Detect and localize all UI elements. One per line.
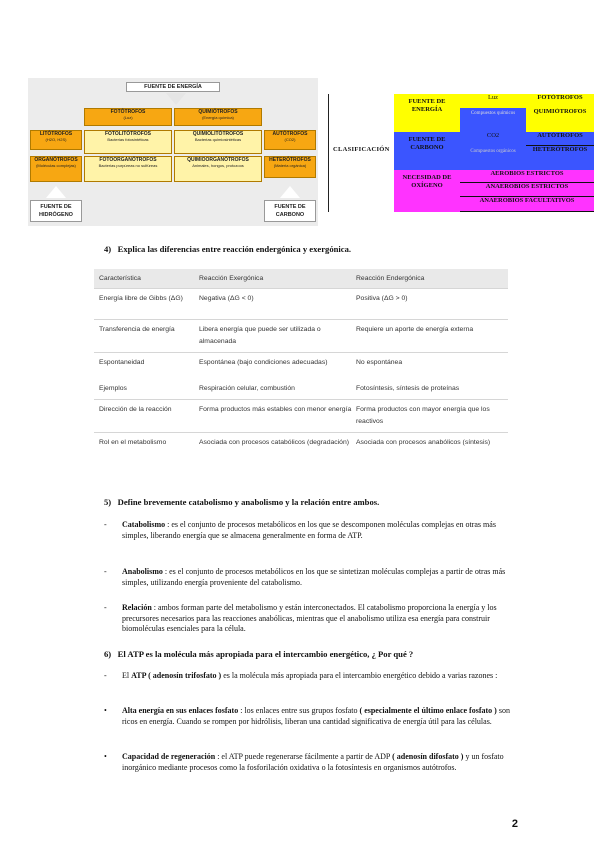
necesidad-oxigeno-cell — [394, 170, 460, 212]
bullet-1-paragraph — [122, 706, 518, 727]
table-cell: Asociada con procesos catabólicos (degradación) — [199, 439, 349, 446]
aerobios-cell — [460, 170, 594, 183]
bullet-dot: • — [104, 706, 107, 715]
autotrofos-box — [264, 130, 316, 150]
bullet-dash: - — [104, 520, 107, 529]
table-cell: No espontánea — [356, 359, 403, 366]
compuestos-quimicos-text: Compuestos químicos — [470, 111, 516, 116]
compuestos-organicos-text: Compuestos orgánicos — [470, 149, 516, 154]
bullet-1-text1: : los enlaces entre sus grupos fosfato — [238, 706, 360, 715]
table-cell: Positiva (ΔG > 0) — [356, 295, 408, 302]
table-cell: Respiración celular, combustión — [199, 385, 295, 392]
metabolic-classification-diagram — [28, 78, 318, 226]
table-row — [94, 320, 508, 353]
catabolismo-paragraph — [122, 520, 514, 541]
fotolitotrofos-box — [84, 130, 172, 154]
fotolitotrofos-sub: Bacterias fotosintéticas — [107, 137, 149, 142]
fuente-carbono-box — [264, 200, 316, 222]
bullet-1-term2: ( especialmente el último enlace fosfato ) — [359, 706, 497, 715]
fuente-carbono-text: FUENTE DE CARBONO — [408, 136, 446, 151]
luz-text: Luz — [487, 94, 499, 101]
litotrofos-sub: (H2O, H2S) — [45, 137, 67, 142]
table-cell: Fotosíntesis, síntesis de proteínas — [356, 385, 460, 392]
quimiotrofos-text: QUIMIÓTROFOS — [533, 108, 587, 115]
fotoorganotrofos-label: FOTOORGANÓTROFOS — [99, 157, 157, 163]
relacion-term: Relación — [122, 603, 152, 612]
compuestos-organicos-cell — [460, 146, 526, 170]
quimiolitotrofos-label: QUIMIOLITÓTROFOS — [192, 131, 244, 137]
table-cell: Forma productos con mayor energía que los reactivos — [356, 406, 490, 425]
atp-intro-paragraph — [122, 671, 514, 682]
co2-cell — [460, 132, 526, 146]
necesidad-oxigeno-text: NECESIDAD DE OXÍGENO — [402, 174, 452, 189]
organotrofos-box — [30, 156, 82, 182]
table-row — [94, 289, 508, 320]
bullet-2-term2: ( adenosín difosfato ) — [392, 752, 464, 761]
table-cell: Transferencia de energía — [99, 326, 175, 333]
table-cell: Asociada con procesos anabólicos (síntesis) — [356, 439, 491, 446]
catabolismo-text: : es el conjunto de procesos metabólicos en los que se descomponen moléculas complejas en otras más simples, liberando energía que se almacena generalmente en forma de ATP. — [122, 520, 496, 540]
co2-text: CO2 — [486, 132, 500, 139]
fototrofos-text: FOTÓTROFOS — [537, 94, 583, 101]
aerobios-text: AEROBIOS ESTRICTOS — [490, 170, 564, 177]
question-5-number: 5) — [104, 497, 112, 507]
quimioorganotrofos-label: QUIMIOORGANÓTROFOS — [187, 157, 249, 163]
fototrofos-cell — [526, 94, 594, 108]
table-cell: Dirección de la reacción — [99, 406, 172, 413]
table-row — [94, 433, 508, 465]
anabolismo-term: Anabolismo — [122, 567, 163, 576]
question-6-text: El ATP es la molécula más apropiada para el intercambio energético, ¿ Por qué ? — [117, 649, 414, 659]
quimiotrofos-label: QUIMIÓTROFOS — [198, 109, 238, 115]
quimiotrofos-box — [174, 108, 262, 126]
down-arrow-icon — [166, 93, 186, 105]
table-row — [94, 400, 508, 433]
quimiolitotrofos-box — [174, 130, 262, 154]
fuente-energia-label: FUENTE DE ENERGÍA — [144, 84, 202, 90]
heterotrofos-sub: (Materia orgánica) — [273, 163, 307, 168]
anaerobios-text: ANAEROBIOS ESTRICTOS — [485, 183, 569, 190]
autotrofos-text: AUTÓTROFOS — [537, 132, 583, 139]
fotoorganotrofos-box — [84, 156, 172, 182]
bullet-dash: - — [104, 567, 107, 576]
fuente-energia-box — [126, 82, 220, 92]
classification-table — [328, 94, 594, 212]
fotoorganotrofos-sub: Bacterias purpúreas no sulfúreas — [98, 163, 158, 168]
fuente-energia-text: FUENTE DE ENERGÍA — [408, 98, 446, 113]
comparison-table — [94, 269, 508, 465]
table-row — [94, 353, 508, 381]
table-cell: Espontaneidad — [99, 359, 145, 366]
atp-intro-pre: El — [122, 671, 132, 680]
litotrofos-label: LITÓTROFOS — [39, 131, 73, 137]
heterotrofos-label: HETERÓTROFOS — [269, 157, 311, 163]
table-cell: Espontánea (bajo condiciones adecuadas) — [199, 359, 328, 366]
organotrofos-label: ORGANÓTROFOS — [34, 157, 78, 163]
luz-cell — [460, 94, 526, 108]
fuente-hidrogeno-box — [30, 200, 82, 222]
fototrofos-sub: (Luz) — [123, 115, 133, 120]
question-4-text: Explica las diferencias entre reacción endergónica y exergónica. — [117, 244, 352, 254]
quimiotrofos-cell — [526, 108, 594, 132]
table-cell: Libera energía que puede ser utilizada o almacenada — [199, 326, 321, 345]
autotrofos-sub: (CO2) — [284, 137, 296, 142]
table-cell: Forma productos más estables con menor energía — [199, 406, 352, 413]
bullet-1-term: Alta energía en sus enlaces fosfato — [122, 706, 239, 715]
question-6-number: 6) — [104, 649, 112, 659]
question-4 — [104, 244, 351, 254]
bullet-dot: • — [104, 752, 107, 761]
table-header-row — [94, 269, 508, 289]
table-cell: Negativa (ΔG < 0) — [199, 295, 254, 302]
heterotrofos-box — [264, 156, 316, 178]
heterotrofos-text: HETERÓTROFOS — [532, 146, 588, 153]
table-cell: Energía libre de Gibbs (ΔG) — [99, 295, 183, 302]
clasificacion-cell — [328, 94, 394, 212]
fototrofos-label: FOTÓTROFOS — [110, 109, 146, 115]
fuente-hidrogeno-label: FUENTE DE HIDRÓGENO — [39, 204, 73, 218]
table-row — [94, 381, 508, 400]
table-cell: Requiere un aporte de energía externa — [356, 326, 474, 333]
fuente-carbono-cell — [394, 132, 460, 170]
relacion-text: : ambos forman parte del metabolismo y están interconectados. El catabolismo proporciona la energía y los precursores necesarios para las reacciones anabólicas, mientras que el anabolismo utiliza esa energía para construir biomoléculas esenciales para la célula. — [122, 603, 497, 633]
fototrofos-box — [84, 108, 172, 126]
header-exergonica: Reacción Exergónica — [199, 275, 264, 282]
atp-intro-text: es la molécula más apropiada para el intercambio energético debido a varias razones : — [221, 671, 498, 680]
bullet-dash: - — [104, 603, 107, 612]
header-endergonica: Reacción Endergónica — [356, 275, 425, 282]
quimiotrofos-sub: (Energía química) — [202, 115, 234, 120]
organotrofos-sub: (Moléculas complejas) — [36, 163, 76, 168]
anabolismo-paragraph — [122, 567, 514, 588]
up-arrow-right-icon — [280, 186, 300, 198]
table-cell: Rol en el metabolismo — [99, 439, 167, 446]
quimioorganotrofos-box — [174, 156, 262, 182]
page-number: 2 — [511, 818, 518, 830]
anaerobios-cell — [460, 183, 594, 197]
fuente-carbono-label: FUENTE DE CARBONO — [274, 204, 306, 218]
bullet-2-text2: y un fosfato inorgánico mediante procesos como la fosforilación oxidativa o la fotosíntesis en organismos autótrofos. — [122, 752, 504, 772]
relacion-paragraph — [122, 603, 518, 635]
fotolitotrofos-label: FOTOLITÓTROFOS — [104, 131, 151, 137]
bullet-1-text2: son ricos en energía. Cuando se rompen por hidrólisis, liberan una cantidad significativa de energía útil para las células. — [122, 706, 510, 726]
clasificacion-label: CLASIFICACIÓN — [333, 146, 390, 153]
autotrofos-cell — [526, 132, 594, 146]
bullet-2-term: Capacidad de regeneración — [122, 752, 216, 761]
facultativos-cell — [460, 197, 594, 212]
header-caracteristica: Característica — [99, 275, 141, 282]
atp-term: ATP ( adenosín trifosfato ) — [131, 671, 222, 680]
question-6 — [104, 649, 413, 659]
quimiolitotrofos-sub: Bacterias quimiosintéticas — [194, 137, 242, 142]
compuestos-quimicos-cell — [460, 108, 526, 132]
quimioorganotrofos-sub: Animales, hongos, protozoos — [192, 163, 244, 168]
question-5 — [104, 497, 379, 507]
bullet-dash: - — [104, 671, 107, 680]
litotrofos-box — [30, 130, 82, 150]
table-cell: Ejemplos — [99, 385, 127, 392]
autotrofos-label: AUTÓTROFOS — [272, 131, 308, 137]
facultativos-text: ANAEROBIOS FACULTATIVOS — [479, 197, 575, 204]
bullet-2-text1: : el ATP puede regenerarse fácilmente a partir de ADP — [215, 752, 393, 761]
bullet-2-paragraph — [122, 752, 514, 773]
heterotrofos-cell — [526, 146, 594, 170]
anabolismo-text: : es el conjunto de procesos metabólicos en los que se sintetizan moléculas complejas a partir de otras más simples, utilizando energía proveniente del catabolismo. — [122, 567, 506, 587]
question-5-text: Define brevemente catabolismo y anabolismo y la relación entre ambos. — [117, 497, 380, 507]
up-arrow-left-icon — [46, 186, 66, 198]
question-4-number: 4) — [104, 244, 112, 254]
fuente-energia-cell — [394, 94, 460, 132]
catabolismo-term: Catabolismo — [122, 520, 166, 529]
